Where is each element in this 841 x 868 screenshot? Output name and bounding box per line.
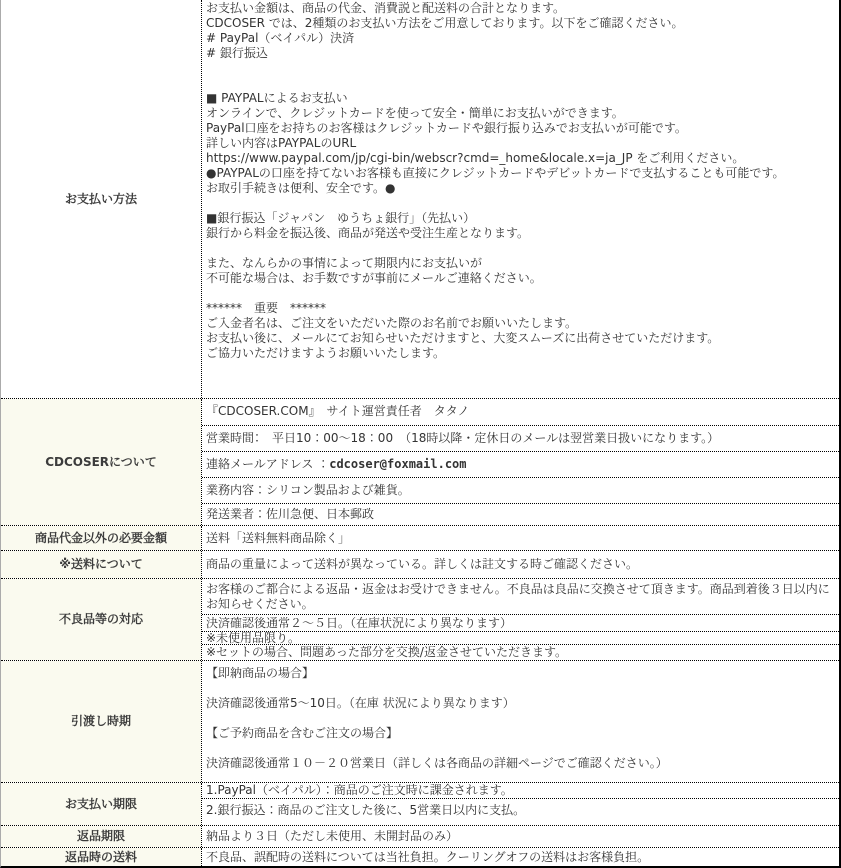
row-label-payment-deadline: お支払い期限 — [1, 783, 201, 825]
row-return-shipping — [1, 847, 839, 866]
row-label-delivery-time: 引渡し時期 — [1, 661, 201, 782]
note-set-text: ※セットの場合、問題あった部分を交換/返金させていただきます。 — [202, 644, 839, 660]
delivery-time-content — [201, 661, 839, 782]
payment-text-line: PayPal口座をお持ちのお客様はクレジットカードや銀行振り込みでお支払いが可能です。 — [206, 121, 687, 135]
about-shipping-content — [201, 551, 839, 578]
row-delivery-time — [1, 660, 839, 782]
row-label-extra-fees: 商品代金以外の必要金額 — [1, 526, 201, 550]
row-about-shipping — [1, 550, 839, 578]
payment-text-line: ●PAYPALの口座を持てないお客様も直接にクレジットカードやデビットカードで支払することも可能です。 — [206, 166, 785, 180]
row-return-deadline — [1, 825, 839, 847]
delivery-text-line: 決済確認後通常１０－２０営業日（詳しくは各商品の詳細ページでご確認ください。） — [206, 756, 668, 770]
about-shipping-text: 商品の重量によって送料が異なっている。詳しくは註文する時ご確認ください。 — [206, 557, 639, 571]
row-label-defective-items: 不良品等の対応 — [1, 579, 201, 660]
delivery-text-line: 【ご予約商品を含むご注文の場合】 — [206, 726, 399, 740]
blank-line — [206, 76, 835, 91]
blank-line — [206, 241, 835, 256]
payment-text-line: ご入金者名は、ご注文をいただいた際のお名前でお願いいたします。 — [206, 316, 578, 330]
contact-email-label: 連絡メールアドレス ： — [206, 456, 330, 471]
payment-text-line: 不可能な場合は、お手数ですが事前にメールご連絡ください。 — [206, 271, 542, 285]
site-manager-text: 『CDCOSER.COM』 サイト運営責任者 タタノ — [206, 404, 470, 419]
payment-text-line: 詳しい内容はPAYPALのURL — [206, 136, 357, 150]
delivery-text-line: 決済確認後通常5～10日。（在庫 状況により異なります） — [206, 696, 515, 710]
row-payment-method — [1, 0, 839, 398]
payment-text-line: ■銀行振込「ジャパン ゆうちょ銀行」（先払い） — [206, 211, 476, 225]
payment-method-paragraphs — [202, 0, 839, 362]
payment-text-line: 銀行から料金を振込後、商品が発送や受注生産となります。 — [206, 226, 530, 240]
blank-line — [206, 61, 835, 76]
important-notice-header: ****** 重要 ****** — [206, 301, 327, 315]
payment-text-line: お支払い金額は、商品の代金、消費説と配送料の合計となります。 — [206, 1, 566, 15]
row-label-about-cdcoser: CDCOSERについて — [1, 399, 201, 525]
return-deadline-content — [201, 826, 839, 847]
row-label-return-shipping: 返品時の送料 — [1, 848, 201, 866]
payment-text-line: また、なんらかの事情によって期限内にお支払いが — [206, 256, 483, 270]
delivery-time-paragraphs — [202, 661, 839, 772]
row-label-about-shipping: ※送料について — [1, 551, 201, 578]
business-desc-text: 業務内容：シリコン製品および雑貨。 — [202, 477, 839, 503]
blank-line — [206, 741, 835, 756]
payment-text-line: # PayPal（ベイパル）決済 — [206, 31, 355, 45]
row-label-return-deadline: 返品期限 — [1, 826, 201, 847]
paypal-url-text: https://www.paypal.com/jp/cgi-bin/webscr?cmd=_home&locale.x=ja_JP をご利用ください。 — [206, 151, 745, 165]
blank-line — [206, 286, 835, 301]
return-policy-text: お客様のご都合による返品・返金はお受けできません。不良品は良品に交換させて頂きます。商品到着後３日以内にお知らせください。 — [206, 581, 830, 611]
blank-line — [206, 711, 835, 726]
contact-email-address: cdcoser@foxmail.com — [329, 456, 467, 471]
about-cdcoser-content — [201, 399, 839, 525]
payment-text-line: CDCOSER では、2種類のお支払い方法をご用意しております。以下をご確認ください。 — [206, 16, 684, 30]
paypal-deadline-text: 1.PayPal（ベイパル）：商品のご注文時に課金されます。 — [206, 783, 513, 797]
payment-text-line: ご協力いただけますようお願いいたします。 — [206, 346, 446, 360]
payment-text-line: お支払い後に、メールにてお知らせいただけますと、大変スムーズに出荷させていただけます。 — [206, 331, 720, 345]
return-shipping-content — [201, 848, 839, 866]
business-hours-text: 営業時間： 平日10：00～18：00 （18時以降・定休日のメールは翌営業日扱いになります。） — [202, 425, 839, 451]
row-label-payment-method: お支払い方法 — [64, 191, 137, 206]
delivery-text-line: 【即納商品の場合】 — [206, 666, 315, 680]
row-payment-deadline — [1, 782, 839, 825]
shipper-text: 発送業者：佐川急便、日本郵政 — [202, 503, 839, 525]
payment-text-line: ■ PAYPALによるお支払い — [206, 91, 348, 105]
row-extra-fees — [1, 525, 839, 550]
return-deadline-text: 納品より３日（ただし未使用、未開封品のみ） — [206, 829, 459, 843]
payment-deadline-content — [201, 783, 839, 825]
extra-fees-content — [201, 526, 839, 550]
row-about-cdcoser — [1, 398, 839, 525]
blank-line — [206, 196, 835, 211]
extra-fees-text: 送料「送料無料商品除く」 — [206, 530, 351, 545]
payment-method-content — [201, 0, 839, 398]
payment-text-line: お取引手続きは便利、安全です。● — [206, 181, 396, 195]
blank-line — [206, 681, 835, 696]
bank-deadline-text: 2.銀行振込：商品のご注文した後に、5営業日以内に支払。 — [202, 798, 839, 825]
return-shipping-text: 不良品、誤配時の送料については当社負担。クーリングオフの送料はお客様負担。 — [206, 849, 650, 864]
exchange-time-text: 決済確認後通常２～５日。（在庫状況により異なります） — [202, 614, 839, 631]
row-defective-items — [1, 578, 839, 660]
contact-email-row — [202, 451, 839, 478]
note-unused-text: ※未使用品限り。 — [202, 631, 839, 644]
defective-items-content — [201, 579, 839, 660]
payment-text-line: # 銀行振込 — [206, 46, 268, 60]
payment-text-line: オンラインで、クレジットカードを使って安全・簡単にお支払いができます。 — [206, 106, 624, 120]
